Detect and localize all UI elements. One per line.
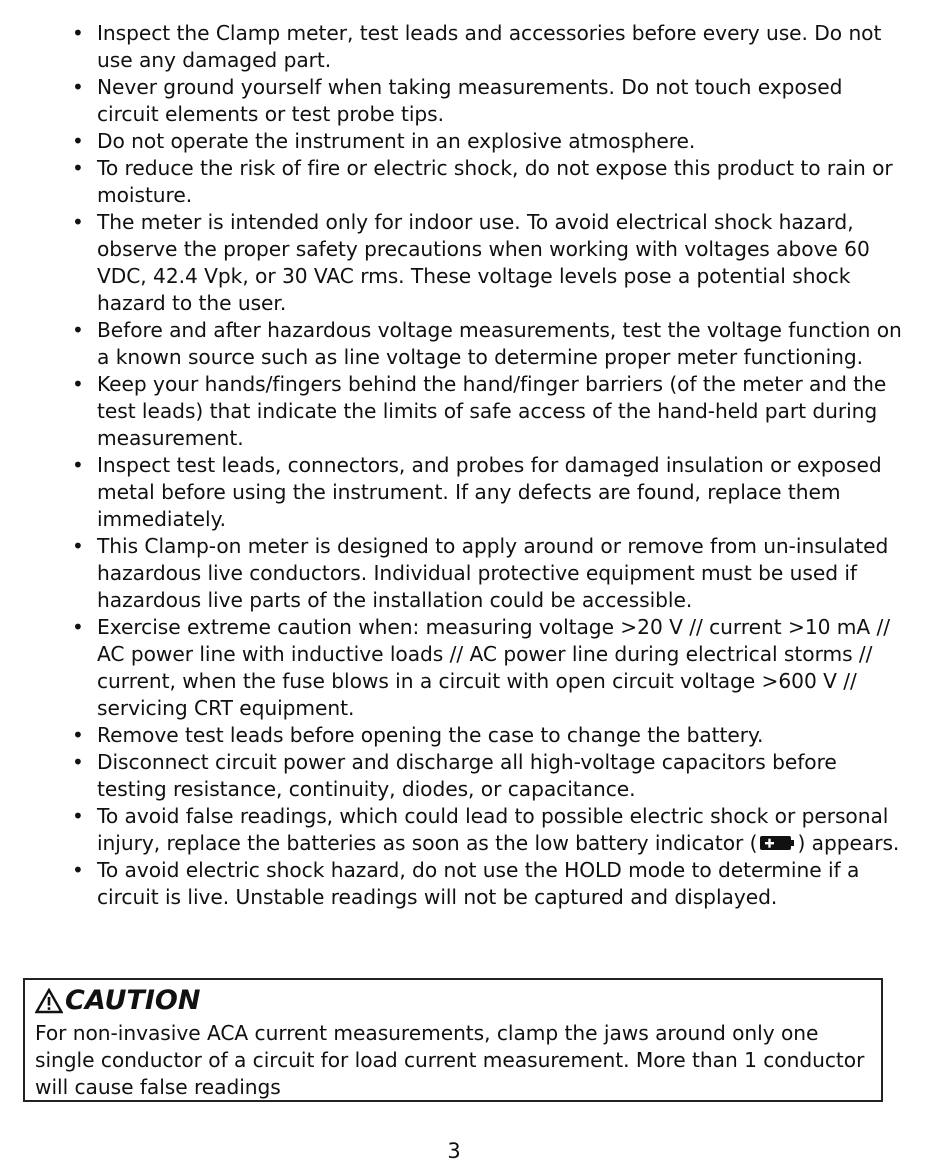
- bullet-dot: •: [72, 75, 84, 99]
- bullet-dot: •: [72, 318, 84, 342]
- bullet-text: Keep your hands/fingers behind the hand/finger barriers (of the meter and the test leads) that indicate the limits of safe access of the hand-held part during measurement.: [97, 372, 887, 450]
- page-number: 3: [447, 1139, 461, 1163]
- bullet-text: Inspect the Clamp meter, test leads and accessories before every use. Do not use any damaged part.: [97, 21, 882, 72]
- bullet-dot: •: [72, 21, 84, 45]
- bullet-text: To avoid false readings, which could lead to possible electric shock or personal injury, replace the batteries as soon as the low battery indicator (: [97, 804, 889, 855]
- bullet-dot: •: [72, 210, 84, 234]
- bullet-dot: •: [72, 750, 84, 774]
- bullet-item: [0, 857, 950, 911]
- warning-triangle-icon: [35, 988, 63, 1014]
- bullet-text: Inspect test leads, connectors, and probes for damaged insulation or exposed metal before using the instrument. If any defects are found, replace them immediately.: [97, 453, 882, 531]
- bullet-item: [0, 452, 950, 533]
- bullet-item: [0, 749, 950, 803]
- bullet-item: [0, 128, 950, 155]
- bullet-dot: •: [72, 156, 84, 180]
- caution-text: For non-invasive ACA current measurements, clamp the jaws around only one single conductor of a circuit for load current measurement. More than 1 conductor will cause false readings: [35, 1021, 865, 1099]
- bullet-text-end: ) appears.: [797, 831, 900, 855]
- bullet-item: [0, 533, 950, 614]
- bullet-item: [0, 722, 950, 749]
- bullet-dot: •: [72, 534, 84, 558]
- bullet-item: [0, 74, 950, 128]
- bullet-dot: •: [72, 129, 84, 153]
- bullet-text: To reduce the risk of fire or electric shock, do not expose this product to rain or moisture.: [97, 156, 893, 207]
- bullet-item: [0, 614, 950, 722]
- low-battery-icon: [759, 834, 795, 852]
- bullet-text: Exercise extreme caution when: measuring voltage >20 V // current >10 mA // AC power line with inductive loads // AC power line during electrical storms // current, when the fuse blows in a circuit with open circuit voltage >600 V // servicing CRT equipment.: [97, 615, 891, 720]
- bullet-text: The meter is intended only for indoor use. To avoid electrical shock hazard, observe the proper safety precautions when working with voltages above 60 VDC, 42.4 Vpk, or 30 VAC rms. These voltage levels pose a potential shock hazard to the user.: [97, 210, 870, 315]
- bullet-text: Do not operate the instrument in an explosive atmosphere.: [97, 129, 696, 153]
- caution-title: CAUTION: [65, 985, 201, 1016]
- bullet-text: To avoid electric shock hazard, do not use the HOLD mode to determine if a circuit is live. Unstable readings will not be captured and displayed.: [97, 858, 860, 909]
- bullet-item-battery: [0, 803, 950, 857]
- bullet-dot: •: [72, 372, 84, 396]
- bullet-text: Remove test leads before opening the case to change the battery.: [97, 723, 764, 747]
- bullet-text: This Clamp-on meter is designed to apply around or remove from un-insulated hazardous live conductors. Individual protective equipment must be used if hazardous live parts of the installation could be accessible.: [97, 534, 889, 612]
- bullet-text: Before and after hazardous voltage measurements, test the voltage function on a known source such as line voltage to determine proper meter functioning.: [97, 318, 902, 369]
- bullet-text: Never ground yourself when taking measurements. Do not touch exposed circuit elements or test probe tips.: [97, 75, 843, 126]
- bullet-item: [0, 155, 950, 209]
- bullet-dot: •: [72, 858, 84, 882]
- safety-bullet-list: [0, 20, 950, 911]
- caution-box: [23, 978, 883, 1102]
- bullet-dot: •: [72, 453, 84, 477]
- bullet-dot: •: [72, 804, 84, 828]
- bullet-item: [0, 371, 950, 452]
- bullet-item: [0, 317, 950, 371]
- bullet-dot: •: [72, 723, 84, 747]
- bullet-text: Disconnect circuit power and discharge all high-voltage capacitors before testing resistance, continuity, diodes, or capacitance.: [97, 750, 837, 801]
- bullet-dot: •: [72, 615, 84, 639]
- bullet-item: [0, 209, 950, 317]
- caution-heading: [35, 984, 871, 1018]
- bullet-item: [0, 20, 950, 74]
